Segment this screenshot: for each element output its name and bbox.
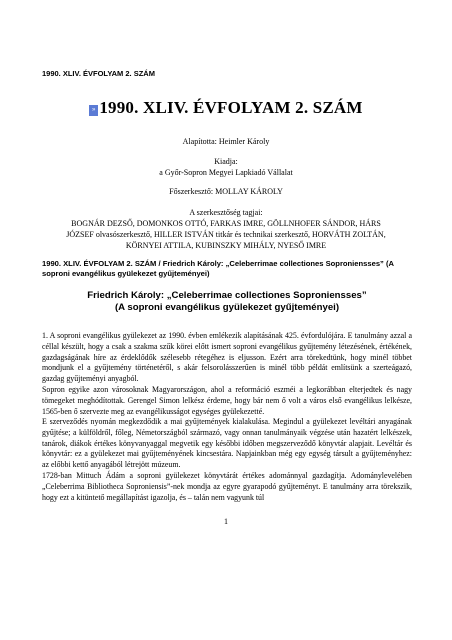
text-line: egy egység társult a gyűjteményhez: az előbbi kettő anyagából létrejött múzeum.	[42, 449, 412, 470]
board-line: BOGNÁR DEZSŐ, DOMONKOS OTTÓ, FARKAS IMRE, GÖLLNHOFER SÁNDOR, HÁRS	[71, 219, 381, 228]
paragraph-1	[42, 331, 412, 385]
text-line: anyagának gyűjtése; a külföldről, főleg, Németországból származó, vagy onnan tanulmányaik végzése után	[42, 417, 412, 437]
text-line: arra törekedtünk, hogy minél többet mondjunk el a gyűjtemény történetéről, s akár felsorolásszerűen is	[42, 352, 412, 373]
text-line: 1. A soproni evangélikus gyülekezet az 1990. évben emlékezik alapításának 425. évfordulójára. E	[42, 331, 355, 340]
page-number: 1	[224, 517, 228, 526]
paragraph-3	[42, 417, 412, 471]
paragraph-2	[42, 385, 412, 417]
text-line: hazatért lelkészek, tanárok, diákok értékes könyvanyaggal megvetik egy későbbi időben megszerveződő	[42, 427, 412, 448]
bookmark-icon: »	[89, 105, 98, 116]
article-title	[42, 290, 412, 314]
publisher-name: a Győr-Sopron Megyei Lapkiadó Vállalat	[159, 168, 293, 177]
text-line: Adománylevelében „Celeberrima Bibliotheca Soproniensis”-nek mondja az egyre gyarapodó gyűjteményt.	[42, 471, 412, 491]
text-line: nagy tömegeket meghódítottak. Gerengel Simon lelkész érdeme, hogy bár nem ő volt a város első	[42, 385, 412, 405]
editor-in-chief: Főszerkesztő: MOLLAY KÁROLY	[169, 187, 283, 196]
section-heading-line: soproni evangélikus gyülekezet gyűjteményei)	[42, 269, 210, 278]
text-line: gyűjtemény létezésének, értékének, gazdagságának híre az érdeklődők szélesebb rétegéhez is eljusson. Ezért	[42, 341, 412, 362]
main-title	[0, 98, 452, 118]
founder-line: Alapította: Heimler Károly	[182, 137, 270, 146]
text-line: Sopron egyike azon városoknak Magyarországon, ahol a reformáció eszméi a legkorábban elterjedtek és	[42, 385, 397, 394]
section-heading	[42, 259, 412, 279]
article-title-line: Friedrich Károly: „Celeberrimae collectiones Soproniensses”	[87, 290, 367, 301]
publisher-block	[40, 156, 412, 178]
text-line: E tanulmány arra törekszik, hogy ezt a kitüntető megállapítást igazolja, és – talán nem vagyunk túl	[42, 481, 412, 502]
main-title-text: 1990. XLIV. ÉVFOLYAM 2. SZÁM	[99, 98, 363, 117]
paragraph-4	[42, 471, 412, 503]
article-title-line: (A soproni evangélikus gyülekezet gyűjteményei)	[114, 302, 340, 313]
board-line: JÓZSEF olvasószerkesztő, HILLER ISTVÁN titkár és technikai szerkesztő, HORVÁTH ZOLTÁN,	[66, 230, 386, 239]
text-line: tanulmány azzal a céllal készült, hogy a csak a szakma szűk körei előtt ismert soproni evangélikus	[42, 331, 412, 351]
text-line: könyvtár alapjait. Levéltár és könyvtár: ez a gyülekezet mai gyűjteményének kincsestára. Napjainkban még	[42, 438, 412, 459]
text-line: 1728-ban Mittuch Ádám a soproni gyülekezet könyvtárát értékes adománnyal gazdagítja.	[42, 471, 351, 480]
editorial-board	[40, 207, 412, 251]
text-line: evangélikus lelkésze, 1565-ben ő szervezte meg az evangélikusságot egységes gyülekezetté.	[42, 395, 412, 416]
text-line: minél több példát említsünk a szerteágazó, gazdag gyűjteményi anyagból.	[42, 363, 412, 384]
publisher-label: Kiadja:	[214, 157, 238, 166]
board-label: A szerkesztőség tagjai:	[189, 208, 263, 217]
board-line: KÖRNYEI ATTILA, KUBINSZKY MIHÁLY, NYESŐ IMRE	[125, 241, 327, 250]
running-head: 1990. XLIV. ÉVFOLYAM 2. SZÁM	[42, 69, 155, 78]
section-heading-line: 1990. XLIV. ÉVFOLYAM 2. SZÁM / Friedrich Károly: „Celeberrimae collectiones Soproniensses” (A	[42, 259, 394, 268]
text-line: E szerveződés nyomán megkezdődik a mai gyűjtemények kialakulása. Megindul a gyülekezet levéltári	[42, 417, 379, 426]
